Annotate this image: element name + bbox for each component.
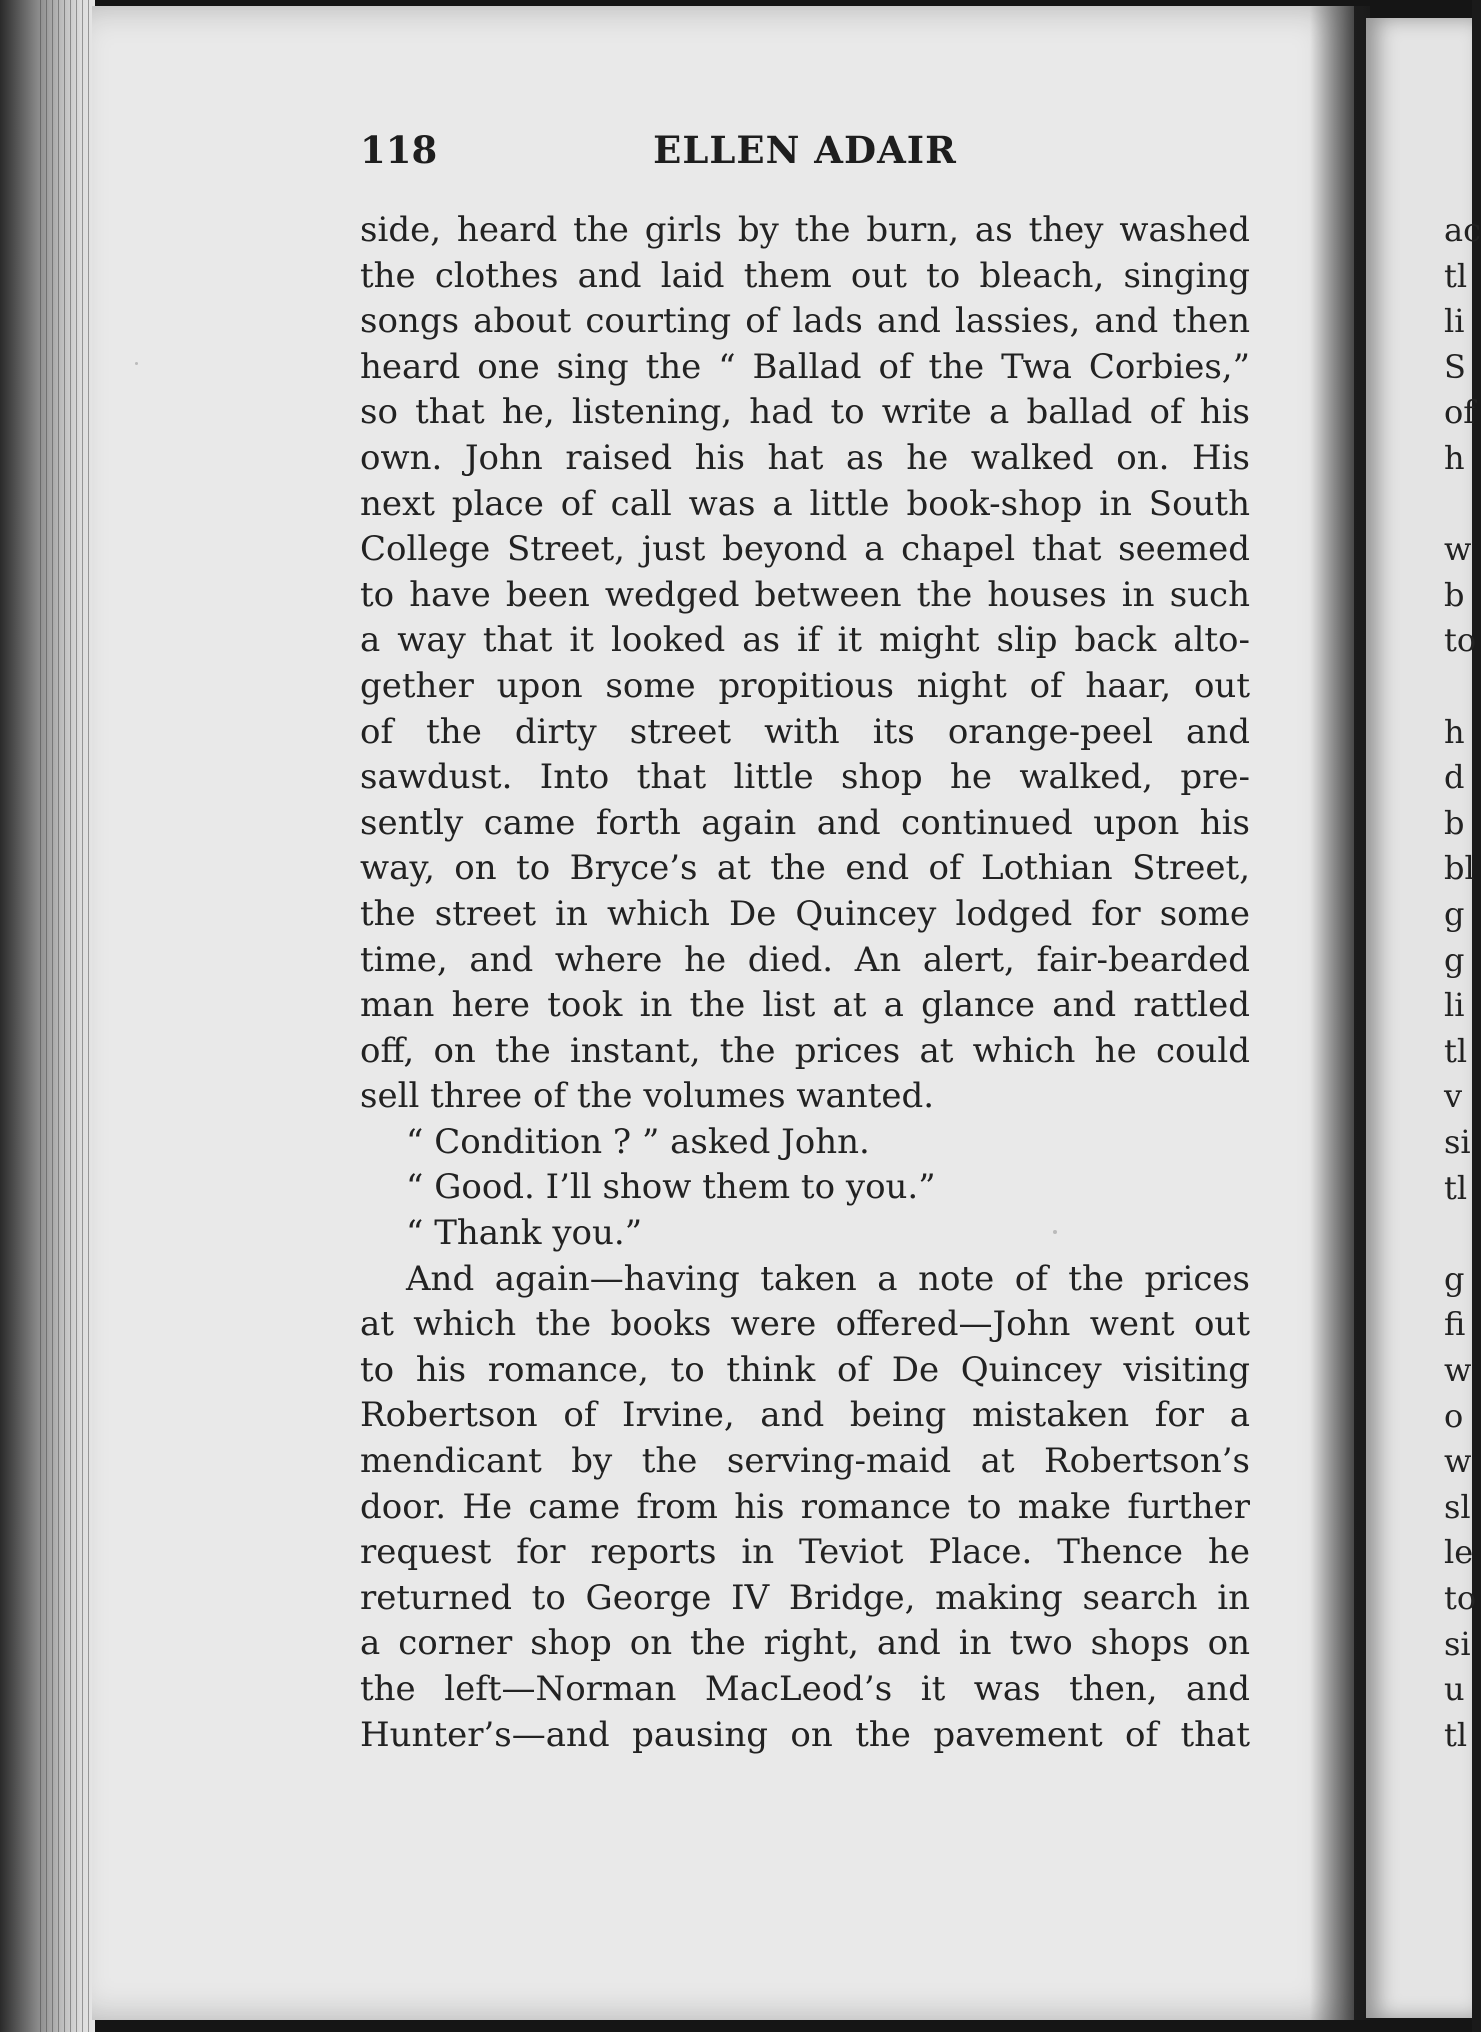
next-page-text-fragment: v bbox=[1444, 1077, 1463, 1116]
right-page-fragment bbox=[1366, 18, 1481, 2018]
next-page-text-fragment: si bbox=[1444, 1123, 1471, 1161]
text-line: sently came forth again and continued upon his bbox=[360, 802, 1250, 843]
text-line: at which the books were offered—John went out bbox=[360, 1304, 1250, 1345]
text-line: Robertson of Irvine, and being mistaken for a bbox=[360, 1395, 1250, 1436]
text-line: so that he, listening, had to write a ballad of his bbox=[360, 392, 1250, 433]
next-page-text-fragment: to bbox=[1444, 621, 1477, 660]
text-line: And again—having taken a note of the prices bbox=[406, 1258, 1250, 1299]
body-text bbox=[360, 208, 1250, 1758]
text-line: side, heard the girls by the burn, as they washed bbox=[360, 210, 1250, 250]
page-fold-shadow bbox=[1310, 6, 1370, 2020]
next-page-text-fragment: sl bbox=[1444, 1487, 1471, 1526]
text-line: gether upon some propitious night of haar, out bbox=[360, 665, 1250, 706]
next-page-text-fragment: ac bbox=[1444, 211, 1481, 249]
next-page-text-fragment: h bbox=[1444, 712, 1465, 751]
running-header bbox=[360, 128, 1250, 176]
text-line: sell three of the volumes wanted. bbox=[360, 1076, 935, 1117]
text-line: a way that it looked as if it might slip back alto- bbox=[360, 620, 1250, 661]
next-page-text-fragment: li bbox=[1444, 302, 1465, 341]
text-line: songs about courting of lads and lassies, and then bbox=[360, 301, 1250, 342]
next-page-text-fragment: of bbox=[1444, 393, 1476, 432]
next-page-text-fragment: tl bbox=[1444, 1715, 1468, 1754]
next-page-text-fragment: tl bbox=[1444, 1168, 1468, 1207]
next-page-text-fragment: g bbox=[1444, 895, 1465, 933]
next-page-text-fragment: bl bbox=[1444, 849, 1475, 888]
text-line: next place of call was a little book-shop in South bbox=[360, 483, 1250, 524]
next-page-text-fragment: w bbox=[1444, 1351, 1472, 1389]
text-line: the left—Norman MacLeod’s it was then, and bbox=[360, 1669, 1250, 1709]
next-page-text-fragment: tl bbox=[1444, 256, 1468, 295]
next-page-text-fragment: to bbox=[1444, 1579, 1477, 1617]
text-line: way, on to Bryce’s at the end of Lothian Street, bbox=[360, 848, 1250, 889]
page-number: 118 bbox=[360, 128, 438, 172]
next-page-text-fragment: w bbox=[1444, 530, 1472, 569]
text-line: the street in which De Quincey lodged for some bbox=[360, 893, 1250, 934]
next-page-text-fragment: d bbox=[1444, 758, 1465, 797]
text-line: door. He came from his romance to make further bbox=[360, 1486, 1250, 1527]
text-line: own. John raised his hat as he walked on. His bbox=[360, 437, 1250, 478]
text-line: mendicant by the serving-maid at Robertson’s bbox=[360, 1441, 1250, 1482]
paper-speck bbox=[1053, 1230, 1057, 1234]
next-page-text-fragment: si bbox=[1444, 1624, 1471, 1663]
text-line: “ Good. I’ll show them to you.” bbox=[406, 1167, 936, 1208]
next-page-text-fragment: b bbox=[1444, 803, 1465, 842]
text-line: time, and where he died. An alert, fair-bearded bbox=[360, 939, 1250, 980]
text-line: off, on the instant, the prices at which he could bbox=[360, 1030, 1250, 1071]
text-line: request for reports in Teviot Place. Thence he bbox=[360, 1532, 1250, 1573]
text-line: “ Thank you.” bbox=[406, 1213, 643, 1254]
next-page-text-fragment: le bbox=[1444, 1533, 1474, 1572]
next-page-text-fragment: w bbox=[1444, 1442, 1472, 1481]
running-title: ELLEN ADAIR bbox=[653, 128, 957, 172]
next-page-text-fragment: h bbox=[1444, 439, 1465, 477]
next-page-text-fragment: li bbox=[1444, 986, 1465, 1025]
text-line: heard one sing the “ Ballad of the Twa Corbies,” bbox=[360, 346, 1250, 387]
text-line: to have been wedged between the houses in such bbox=[360, 574, 1250, 615]
next-page-text-fragment: S bbox=[1444, 347, 1466, 386]
next-page-text-fragment: tl bbox=[1444, 1031, 1468, 1070]
text-line: to his romance, to think of De Quincey visiting bbox=[360, 1349, 1250, 1390]
book-binding bbox=[0, 0, 95, 2032]
next-page-text-fragment: o bbox=[1444, 1396, 1464, 1435]
text-line: sawdust. Into that little shop he walked, pre- bbox=[360, 757, 1250, 798]
paper-speck bbox=[135, 362, 138, 365]
next-page-text-fragment: g bbox=[1444, 1259, 1465, 1298]
text-line: a corner shop on the right, and in two shops on bbox=[360, 1623, 1250, 1664]
text-line: the clothes and laid them out to bleach, singing bbox=[360, 255, 1250, 296]
next-page-text-fragment: b bbox=[1444, 575, 1465, 614]
next-page-text-fragment: u bbox=[1444, 1670, 1465, 1709]
text-line: man here took in the list at a glance and rattled bbox=[360, 985, 1250, 1026]
next-page-text-fragment: fi bbox=[1444, 1305, 1466, 1344]
page-edges bbox=[40, 0, 90, 2032]
text-line: “ Condition ? ” asked John. bbox=[406, 1121, 870, 1162]
text-line: returned to George IV Bridge, making search in bbox=[360, 1577, 1250, 1618]
text-line: of the dirty street with its orange-peel and bbox=[360, 711, 1250, 752]
text-line: College Street, just beyond a chapel that seemed bbox=[360, 529, 1250, 570]
next-page-text-fragment: g bbox=[1444, 940, 1465, 979]
text-line: Hunter’s—and pausing on the pavement of that bbox=[360, 1714, 1250, 1755]
